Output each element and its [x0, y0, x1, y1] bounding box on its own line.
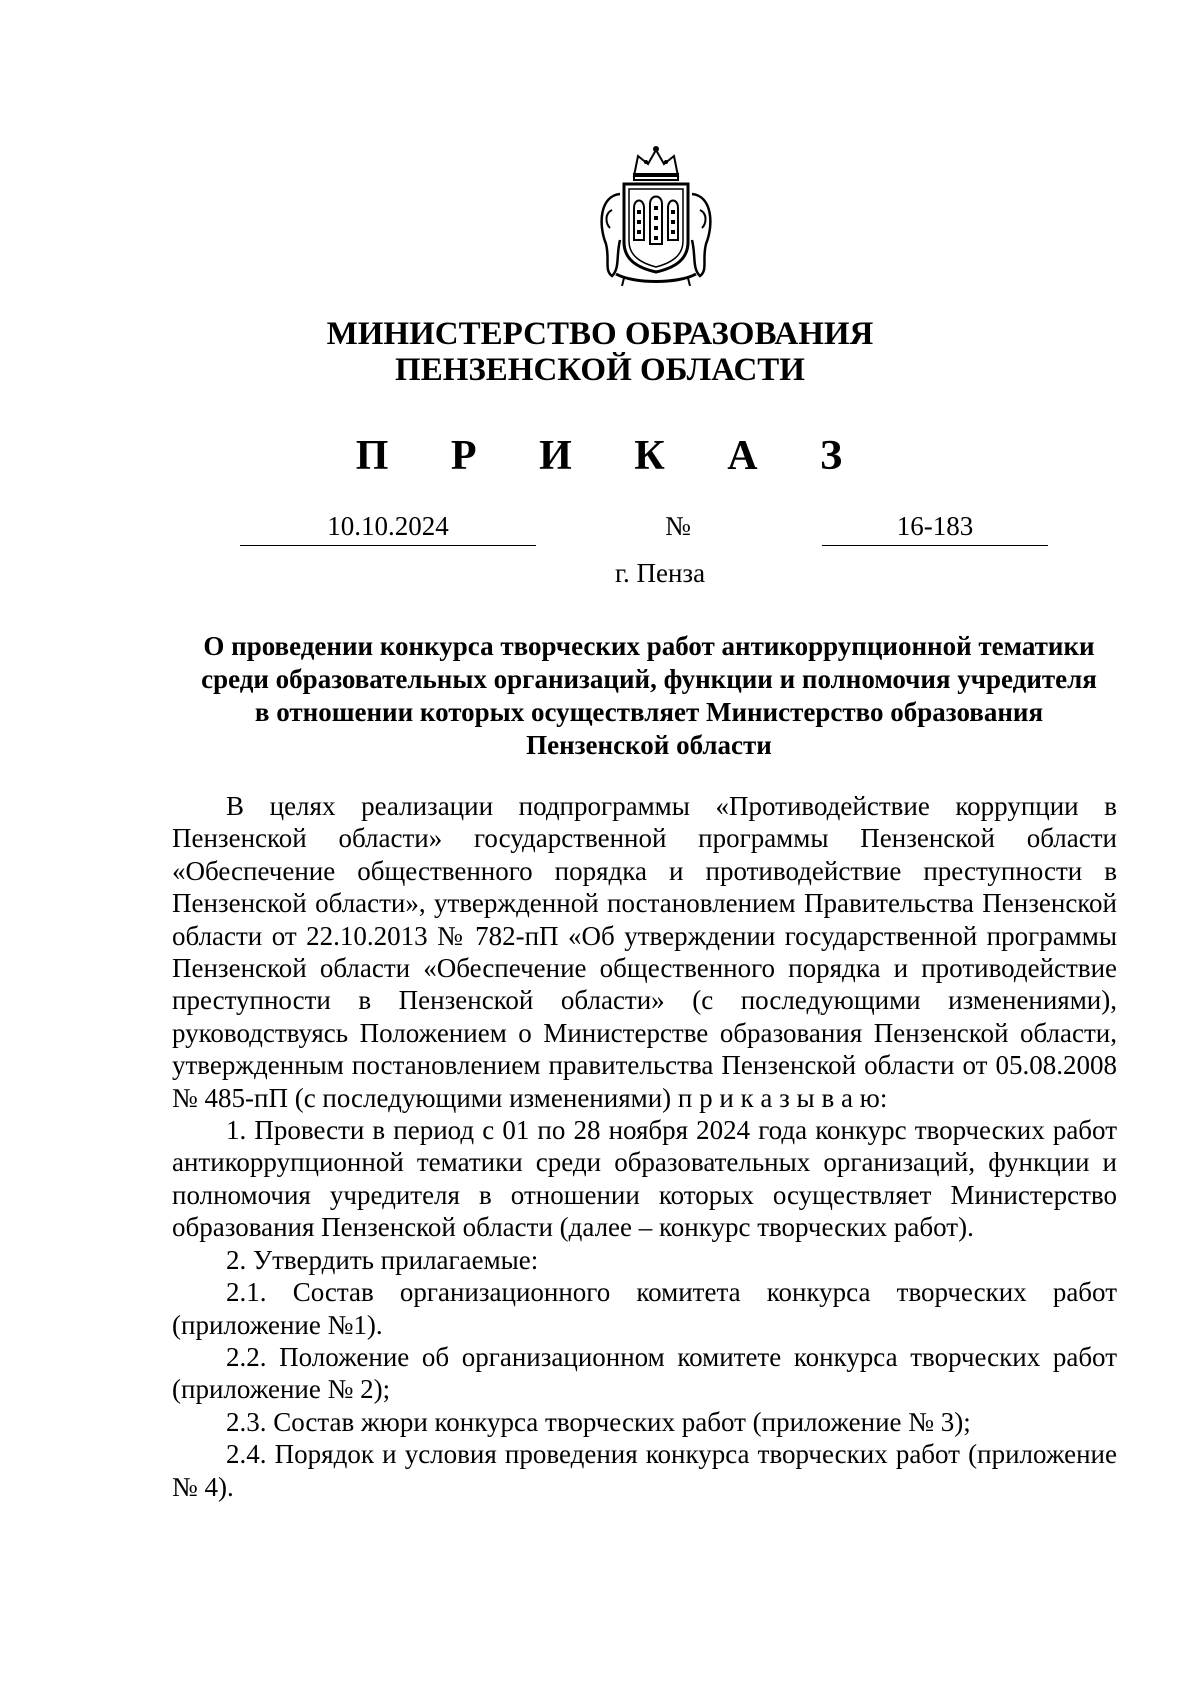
clause-1-paragraph: 1. Провести в период с 01 по 28 ноября 2024 года конкурс творческих работ антикоррупционной тематики среди образовательных организаций, функции и полномочия учредителя в отношении которых осуществляет Министерство образования Пензенской области (далее – конкурс творческих работ). [172, 1115, 1117, 1243]
clause-2-3-paragraph: 2.3. Состав жюри конкурса творческих работ (приложение № 3); [226, 1406, 971, 1437]
number-sign: № [665, 511, 691, 541]
clause-2-2-paragraph: 2.2. Положение об организационном комитете конкурса творческих работ (приложение № 2); [172, 1341, 1117, 1405]
preamble-paragraph: В целях реализации подпрограммы «Противодействие коррупции в Пензенской области» государственной программы Пензенской области «Обеспечение общественного порядка и противодействие преступности в Пензенской области», утвержденной постановлением Правительства Пензенской области от 22.10.2013 № 782-пП «Об утверждении государственной программы Пензенской области «Обеспечение общественного порядка и противодействие преступности в Пензенской области» (с последующими изменениями), руководствуясь Положением о Министерстве образования Пензенской области, утвержденным постановлением правительства Пензенской области от 05.08.2008 № 485-пП (с последующими изменениями) п р и к а з ы в а ю: [172, 791, 1117, 1113]
order-title-line: среди образовательных организаций, функции и полномочия учредителя [201, 664, 1097, 694]
order-date: 10.10.2024 [327, 511, 449, 541]
number-underline [822, 545, 1048, 546]
order-body [172, 790, 1117, 1503]
order-title-line: О проведении конкурса творческих работ антикоррупционной тематики [203, 631, 1095, 661]
city-name: г. Пенза [614, 558, 706, 588]
ministry-name-line1: МИНИСТЕРСТВО ОБРАЗОВАНИЯ [326, 316, 874, 352]
document-type-heading: П Р И К А З [355, 433, 869, 479]
order-number: 16-183 [896, 511, 974, 541]
order-title-line: в отношении которых осуществляет Министерство образования [254, 697, 1044, 727]
clause-2-paragraph: 2. Утвердить прилагаемые: [226, 1244, 539, 1275]
clause-2-1-paragraph: 2.1. Состав организационного комитета конкурса творческих работ (приложение №1). [172, 1277, 1117, 1340]
order-title-line: Пензенской области [526, 730, 772, 760]
order-title [170, 630, 1128, 762]
ministry-name-line2: ПЕНЗЕНСКОЙ ОБЛАСТИ [395, 352, 805, 388]
penza-coat-of-arms-icon [594, 144, 718, 286]
clause-2-4-paragraph: 2.4. Порядок и условия проведения конкурса творческих работ (приложение № 4). [172, 1439, 1117, 1502]
date-underline [240, 545, 536, 546]
